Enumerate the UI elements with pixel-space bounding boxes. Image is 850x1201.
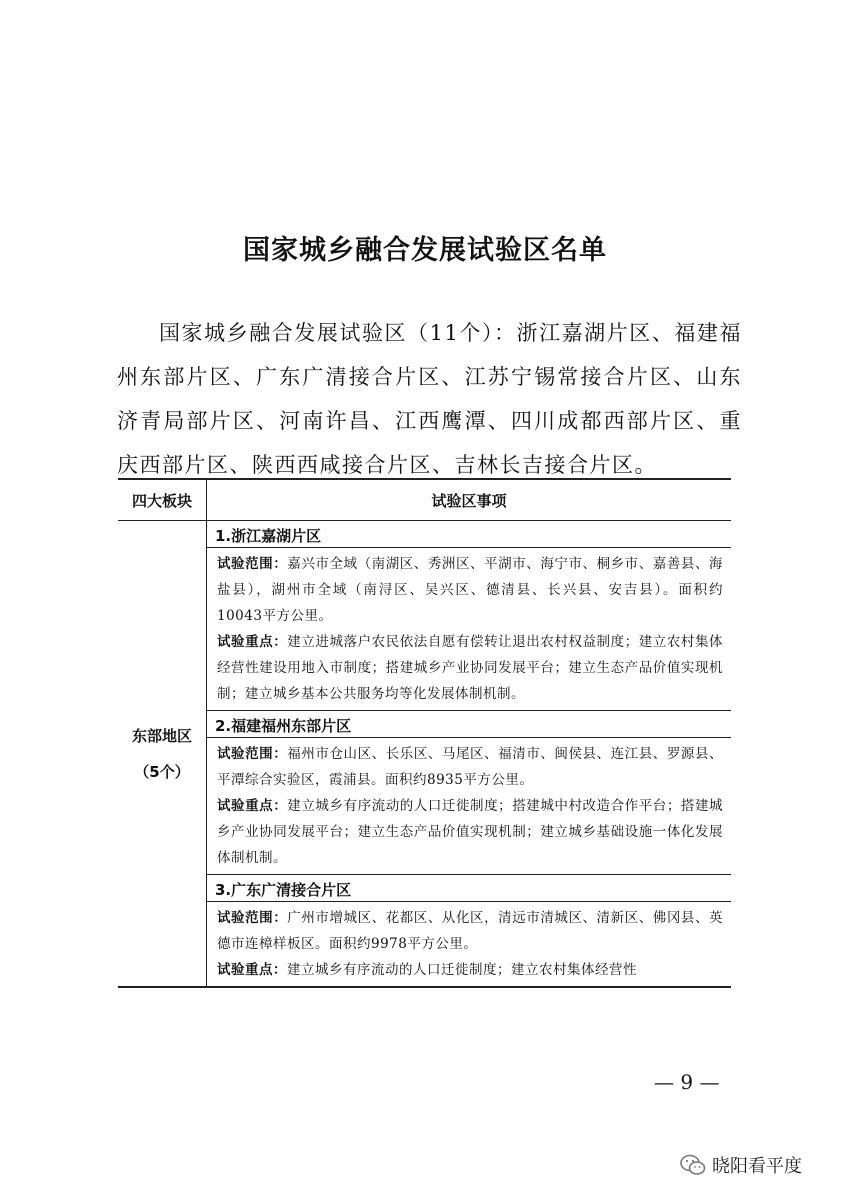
zone-scope [207, 902, 731, 986]
document-title: 国家城乡融合发展试验区名单 [243, 235, 607, 266]
focus-text: 建立城乡有序流动的人口迁徙制度；建立农村集体经营性 [287, 962, 637, 978]
table-row [118, 521, 731, 988]
region-count: （5个） [134, 762, 190, 781]
focus-text: 建立进城落户农民依法自愿有偿转让退出农村权益制度；建立农村集体经营性建设用地入市制度；搭建城乡产业协同发展平台；建立生态产品价值实现机制；建立城乡基本公共服务均等化发展体制机制。 [217, 634, 724, 702]
table-header-row [118, 479, 731, 521]
page-number: — 9 — [654, 1070, 720, 1094]
footer-brand: 晓阳看平度 [712, 1156, 802, 1177]
wechat-icon [680, 1154, 706, 1176]
zones-cell [207, 521, 732, 988]
zone-title: 2.福建福州东部片区 [207, 710, 731, 738]
zone-title: 1.浙江嘉湖片区 [207, 521, 731, 548]
header-region: 四大板块 [118, 479, 207, 521]
watermark-footer [680, 1152, 802, 1178]
zone-1 [207, 521, 731, 710]
intro-paragraph: 国家城乡融合发展试验区（11个）：浙江嘉湖片区、福建福州东部片区、广东广清接合片区、江苏宁锡常接合片区、山东济青局部片区、河南许昌、江西鹰潭、四川成都西部片区、重庆西部片区、陕西西咸接合片区、吉林长吉接合片区。 [117, 321, 742, 477]
zone-scope [207, 738, 731, 874]
focus-label: 试验重点： [217, 798, 288, 814]
scope-label: 试验范围： [217, 910, 288, 926]
zone-scope [207, 548, 731, 710]
scope-label: 试验范围： [217, 556, 288, 572]
scope-text: 嘉兴市全域（南湖区、秀洲区、平湖市、海宁市、桐乡市、嘉善县、海盐县），湖州市全域（南浔区、吴兴区、德清县、长兴县、安吉县）。面积约10043平方公里。 [217, 556, 724, 624]
zone-title: 3.广东广清接合片区 [207, 874, 731, 902]
scope-text: 广州市增城区、花都区、从化区，清远市清城区、清新区、佛冈县、英德市连樟样板区。面积约9978平方公里。 [217, 910, 724, 952]
experiment-zone-table [118, 478, 731, 988]
scope-label: 试验范围： [217, 746, 288, 762]
zone-2 [207, 710, 731, 874]
region-cell [118, 521, 207, 988]
zone-3 [207, 874, 731, 986]
focus-label: 试验重点： [217, 634, 288, 650]
region-name: 东部地区 [131, 726, 192, 745]
header-items: 试验区事项 [207, 479, 732, 521]
scope-text: 福州市仓山区、长乐区、马尾区、福清市、闽侯县、连江县、罗源县、平潭综合实验区，霞浦县。面积约8935平方公里。 [217, 746, 724, 788]
focus-text: 建立城乡有序流动的人口迁徙制度；搭建城中村改造合作平台；搭建城乡产业协同发展平台；建立生态产品价值实现机制；建立城乡基础设施一体化发展体制机制。 [217, 798, 724, 866]
focus-label: 试验重点： [217, 962, 287, 978]
